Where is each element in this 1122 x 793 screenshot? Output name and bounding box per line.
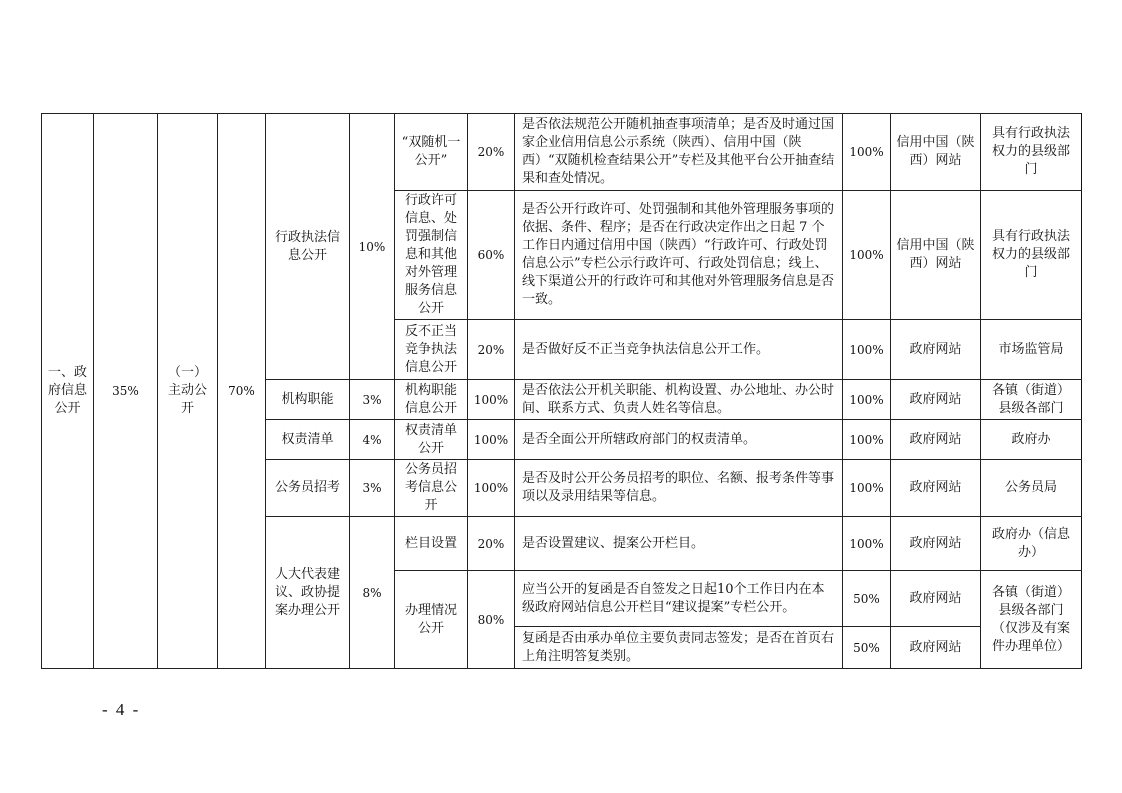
item-weight: 20% — [468, 114, 515, 191]
group-name: 权责清单 — [266, 420, 350, 460]
item-ratio: 100% — [843, 517, 891, 571]
item-standard: 是否依法公开机关职能、机构设置、办公地址、办公时间、联系方式、负责人姓名等信息。 — [515, 380, 843, 420]
item-ratio: 50% — [843, 627, 891, 669]
item-weight: 80% — [468, 571, 515, 669]
item-channel: 信用中国（陕西）网站 — [891, 114, 981, 191]
level2-indicator: （一）主动公开 — [158, 114, 218, 669]
item-weight: 20% — [468, 517, 515, 571]
item-name: 权责清单公开 — [395, 420, 468, 460]
item-channel: 政府网站 — [891, 380, 981, 420]
group-name: 机构职能 — [266, 380, 350, 420]
item-weight: 100% — [468, 380, 515, 420]
level1-indicator: 一、政府信息公开 — [42, 114, 94, 669]
item-dept: 具有行政执法权力的县级部门 — [981, 191, 1082, 320]
page-number: - 4 - — [102, 700, 141, 719]
item-channel: 信用中国（陕西）网站 — [891, 191, 981, 320]
item-name: “双随机一公开” — [395, 114, 468, 191]
item-weight: 20% — [468, 320, 515, 380]
item-ratio: 100% — [843, 191, 891, 320]
item-weight: 100% — [468, 420, 515, 460]
group-score: 3% — [350, 460, 395, 517]
item-dept: 政府办（信息办） — [981, 517, 1082, 571]
item-standard: 是否设置建议、提案公开栏目。 — [515, 517, 843, 571]
item-channel: 政府网站 — [891, 517, 981, 571]
evaluation-table — [41, 113, 1082, 669]
item-ratio: 100% — [843, 320, 891, 380]
item-channel: 政府网站 — [891, 420, 981, 460]
item-channel: 政府网站 — [891, 460, 981, 517]
item-dept: 公务员局 — [981, 460, 1082, 517]
group-score: 10% — [350, 114, 395, 380]
item-ratio: 100% — [843, 380, 891, 420]
table-row — [42, 114, 1082, 191]
group-score: 3% — [350, 380, 395, 420]
item-name: 公务员招考信息公开 — [395, 460, 468, 517]
item-channel: 政府网站 — [891, 320, 981, 380]
item-ratio: 100% — [843, 420, 891, 460]
item-standard: 是否公开行政许可、处罚强制和其他外管理服务事项的依据、条件、程序；是否在行政决定作出之日起 7 个工作日内通过信用中国（陕西）“行政许可、行政处罚信息公示”专栏公示行政许可、行政处罚信息；线上、线下渠道公开的行政许可和其他对外管理服务信息是否一致。 — [515, 191, 843, 320]
item-weight: 100% — [468, 460, 515, 517]
group-name: 公务员招考 — [266, 460, 350, 517]
group-score: 4% — [350, 420, 395, 460]
item-name: 行政许可信息、处罚强制信息和其他对外管理服务信息公开 — [395, 191, 468, 320]
level2-score: 70% — [218, 114, 266, 669]
item-name: 办理情况公开 — [395, 571, 468, 669]
item-standard: 是否全面公开所辖政府部门的权责清单。 — [515, 420, 843, 460]
item-channel: 政府网站 — [891, 571, 981, 627]
item-standard: 是否做好反不正当竞争执法信息公开工作。 — [515, 320, 843, 380]
item-ratio: 50% — [843, 571, 891, 627]
item-name: 栏目设置 — [395, 517, 468, 571]
item-standard: 是否及时公开公务员招考的职位、名额、报考条件等事项以及录用结果等信息。 — [515, 460, 843, 517]
item-standard: 复函是否由承办单位主要负责同志签发；是否在首页右上角注明答复类别。 — [515, 627, 843, 669]
item-dept: 各镇（街道）县级各部门 — [981, 380, 1082, 420]
item-weight: 60% — [468, 191, 515, 320]
item-ratio: 100% — [843, 460, 891, 517]
item-channel: 政府网站 — [891, 627, 981, 669]
group-name: 行政执法信息公开 — [266, 114, 350, 380]
item-standard: 应当公开的复函是否自签发之日起10个工作日内在本级政府网站信息公开栏目“建议提案”专栏公开。 — [515, 571, 843, 627]
item-standard: 是否依法规范公开随机抽查事项清单；是否及时通过国家企业信用信息公示系统（陕西）、信用中国（陕西）“双随机检查结果公开”专栏及其他平台公开抽查结果和查处情况。 — [515, 114, 843, 191]
group-name: 人大代表建议、政协提案办理公开 — [266, 517, 350, 669]
item-dept: 市场监管局 — [981, 320, 1082, 380]
item-dept: 具有行政执法权力的县级部门 — [981, 114, 1082, 191]
level1-score: 35% — [94, 114, 158, 669]
group-score: 8% — [350, 517, 395, 669]
item-dept: 政府办 — [981, 420, 1082, 460]
item-name: 反不正当竞争执法信息公开 — [395, 320, 468, 380]
item-ratio: 100% — [843, 114, 891, 191]
item-dept: 各镇（街道）县级各部门（仅涉及有案件办理单位） — [981, 571, 1082, 669]
item-name: 机构职能信息公开 — [395, 380, 468, 420]
